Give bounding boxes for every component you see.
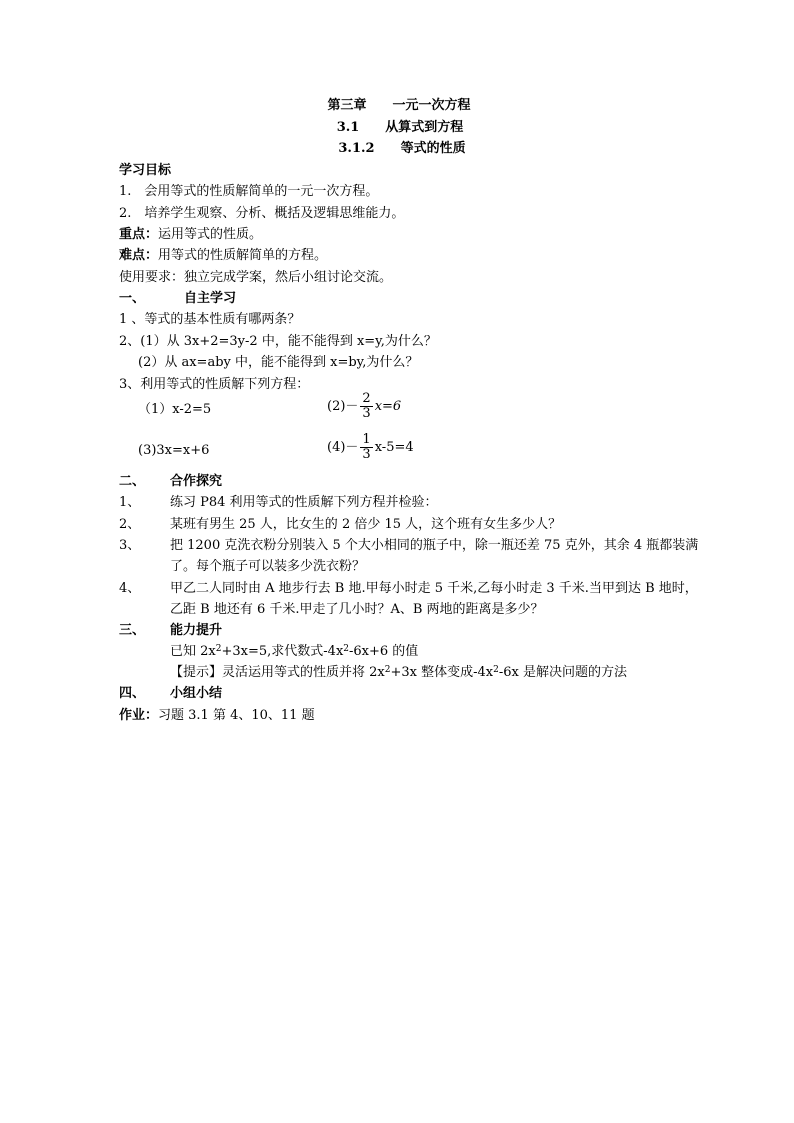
ability-problem (170, 644, 418, 660)
part3-number: 三、 (119, 623, 146, 638)
exercise-text: 把 1200 克洗衣粉分别装入 5 个大小相同的瓶子中，除一瓶还差 75 克外，其余 4 瓶都装满 (170, 538, 699, 553)
part1-question-2b: (2）从 ax=aby 中，能不能得到 x=by,为什么？ (138, 355, 419, 370)
fraction-two-thirds (360, 392, 372, 421)
difficulty-point (119, 248, 327, 264)
part4-number: 四、 (119, 686, 146, 701)
part2-title: 合作探究 (170, 474, 223, 489)
goal-item: 2. 培养学生观察、分析、概括及逻辑思维能力。 (119, 206, 405, 221)
part1-question-1: 1 、等式的基本性质有哪两条？ (119, 312, 301, 327)
exponent: 2 (215, 644, 222, 654)
equation-4-suffix: x-5=4 (374, 440, 414, 455)
exercise-text-continued: 乙距 B 地还有 6 千米.甲走了几小时？A、B 两地的距离是多少？ (170, 602, 544, 617)
key-point-label: 重点： (119, 227, 159, 242)
equation-4 (327, 433, 414, 462)
equation-1: （1）x-2=5 (138, 402, 212, 417)
equation-4-prefix: (4)－ (327, 440, 359, 455)
problem-text: 已知 2x (170, 644, 216, 659)
fraction-denominator: 3 (362, 406, 371, 421)
equation-2-prefix: (2)－ (327, 399, 359, 414)
exercise-number: 2、 (119, 517, 141, 532)
goals-heading: 学习目标 (119, 163, 172, 178)
exercise-number: 1、 (119, 495, 141, 510)
part1-number: 一、 (119, 291, 146, 306)
exercise-number: 3、 (119, 538, 141, 553)
equation-2 (327, 392, 401, 421)
fraction-denominator: 3 (362, 447, 371, 462)
subsection-title: 3.1.2 等式的性质 (338, 141, 466, 156)
part3-title: 能力提升 (170, 623, 223, 638)
key-point (119, 227, 262, 243)
hint-text: +3x 整体变成-4x (390, 665, 494, 680)
part1-question-3: 3、利用等式的性质解下列方程： (119, 377, 310, 392)
part1-question-2a: 2、(1）从 3x+2=3y-2 中，能不能得到 x=y,为什么？ (119, 334, 437, 349)
fraction-numerator: 2 (362, 391, 371, 406)
difficulty-label: 难点： (119, 248, 159, 263)
exercise-number: 4、 (119, 581, 141, 596)
section-title: 3.1 从算式到方程 (336, 120, 464, 135)
exercise-text-continued: 了。每个瓶子可以装多少洗衣粉？ (170, 559, 366, 574)
part2-number: 二、 (119, 474, 146, 489)
part4-title: 小组小结 (170, 686, 223, 701)
exponent: 2 (384, 665, 391, 675)
exponent: 2 (343, 644, 350, 654)
exercise-text: 某班有男生 25 人，比女生的 2 倍少 15 人，这个班有女生多少人？ (170, 517, 562, 532)
ability-hint (170, 665, 627, 681)
homework-label: 作业： (119, 708, 159, 723)
hint-text: -6x 是解决问题的方法 (498, 665, 627, 680)
problem-text: +3x=5,求代数式-4x (221, 644, 344, 659)
part1-title: 自主学习 (184, 291, 237, 306)
fraction-one-third (360, 433, 372, 462)
key-point-text: 运用等式的性质。 (158, 227, 263, 242)
fraction-numerator: 1 (362, 432, 371, 447)
equation-3: (3)3x=x+6 (138, 443, 210, 458)
equation-2-suffix: x=6 (374, 399, 402, 414)
homework-text: 习题 3.1 第 4、10、11 题 (158, 708, 315, 723)
goal-item: 1. 会用等式的性质解简单的一元一次方程。 (119, 184, 379, 199)
usage-requirement: 使用要求：独立完成学案，然后小组讨论交流。 (119, 270, 393, 285)
difficulty-text: 用等式的性质解简单的方程。 (158, 248, 328, 263)
chapter-title: 第三章 一元一次方程 (327, 98, 471, 113)
exercise-text: 甲乙二人同时由 A 地步行去 B 地.甲每小时走 5 千米,乙每小时走 3 千米.当甲到达 B 地时， (170, 581, 698, 596)
exercise-text: 练习 P84 利用等式的性质解下列方程并检验： (170, 495, 438, 510)
homework (119, 708, 315, 724)
exponent: 2 (493, 665, 499, 675)
problem-text: -6x+6 的值 (349, 644, 419, 659)
hint-text: 【提示】灵活运用等式的性质并将 2x (170, 665, 385, 680)
